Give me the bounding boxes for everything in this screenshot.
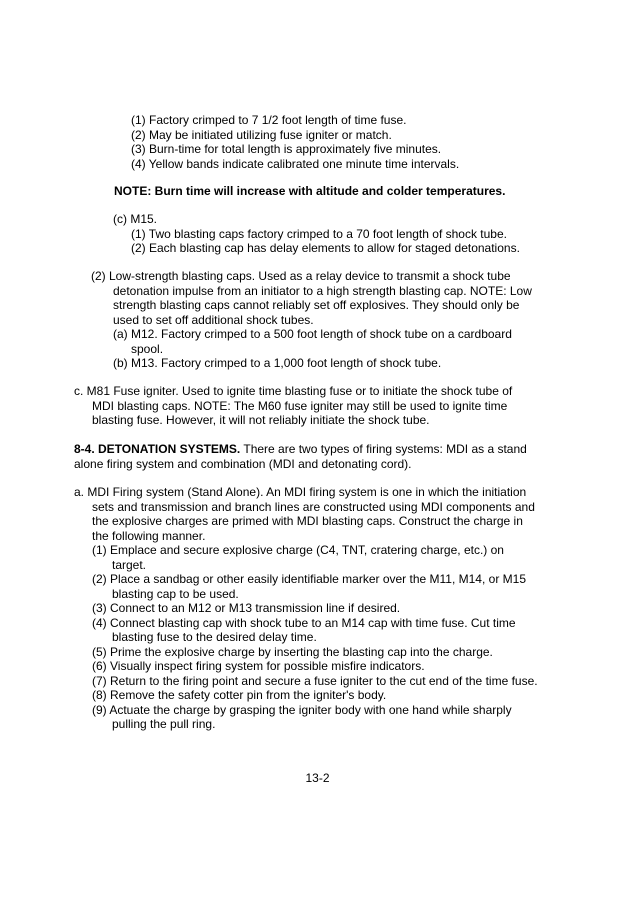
m15-item-2: (2) Each blasting cap has delay elements to allow for staged detonations. xyxy=(131,241,520,255)
mdi-step-4: (4) Connect blasting cap with shock tube to an M14 cap with time fuse. Cut time xyxy=(92,615,516,630)
mdi-step-1: (1) Emplace and secure explosive charge (C4, TNT, cratering charge, etc.) on xyxy=(92,543,504,557)
mdi-intro-line-3: the explosive charges are primed with MDI blasting caps. Construct the charge in xyxy=(92,514,523,528)
mdi-step-9: (9) Actuate the charge by grasping the igniter body with one hand while sharply xyxy=(92,702,512,717)
igniter-line-1: c. M81 Fuse igniter. Used to ignite time blasting fuse or to initiate the shock tube of xyxy=(74,384,513,398)
low-strength-line-3: strength blasting caps cannot reliably set off explosives. They should only be xyxy=(113,298,520,312)
m15-label: (c) M15. xyxy=(113,212,158,226)
fuse-item-4: (4) Yellow bands indicate calibrated one minute time intervals. xyxy=(131,156,460,171)
fuse-item-3: (3) Burn-time for total length is approximately five minutes. xyxy=(131,142,442,156)
mdi-step-3: (3) Connect to an M12 or M13 transmission line if desired. xyxy=(92,601,401,615)
m15-item-1: (1) Two blasting caps factory crimped to a 70 foot length of shock tube. xyxy=(131,226,507,241)
m12-line-1: (a) M12. Factory crimped to a 500 foot length of shock tube on a cardboard xyxy=(113,327,512,341)
mdi-step-7: (7) Return to the firing point and secure a fuse igniter to the cut end of the time fuse. xyxy=(92,673,538,688)
mdi-intro-line-1: a. MDI Firing system (Stand Alone). An MDI firing system is one in which the initiation xyxy=(74,485,527,499)
mdi-step-5: (5) Prime the explosive charge by inserting the blasting cap into the charge. xyxy=(92,644,493,659)
section-line-2: alone firing system and combination (MDI and detonating cord). xyxy=(74,456,412,471)
mdi-step-2-cont: blasting cap to be used. xyxy=(112,586,239,601)
mdi-intro-line-2: sets and transmission and branch lines are constructed using MDI components and xyxy=(92,499,535,514)
mdi-step-8: (8) Remove the safety cotter pin from the igniter's body. xyxy=(92,688,387,702)
section-text-1: There are two types of firing systems: MDI as a stand xyxy=(240,442,527,456)
low-strength-line-2: detonation impulse from an initiator to a high strength blasting cap. NOTE: Low xyxy=(113,283,532,298)
m13-line: (b) M13. Factory crimped to a 1,000 foot length of shock tube. xyxy=(113,356,442,370)
igniter-line-3: blasting fuse. However, it will not reliably initiate the shock tube. xyxy=(92,413,430,427)
mdi-intro-line-4: the following manner. xyxy=(92,528,206,543)
m12-line-2: spool. xyxy=(131,341,164,356)
mdi-step-1-cont: target. xyxy=(112,557,147,572)
low-strength-line-4: used to set off additional shock tubes. xyxy=(113,312,314,327)
mdi-step-9-cont: pulling the pull ring. xyxy=(112,717,216,731)
low-strength-line-1: (2) Low-strength blasting caps. Used as a relay device to transmit a shock tube xyxy=(91,269,511,283)
fuse-item-1: (1) Factory crimped to 7 1/2 foot length of time fuse. xyxy=(131,113,407,127)
burn-time-note: NOTE: Burn time will increase with altitude and colder temperatures. xyxy=(114,184,506,198)
page-number: 13-2 xyxy=(305,771,330,785)
igniter-line-2: MDI blasting caps. NOTE: The M60 fuse igniter may still be used to ignite time xyxy=(92,398,508,413)
mdi-step-2: (2) Place a sandbag or other easily identifiable marker over the M11, M14, or M15 xyxy=(92,572,526,586)
fuse-item-2: (2) May be initiated utilizing fuse igniter or match. xyxy=(131,127,392,142)
section-heading: 8-4. DETONATION SYSTEMS. xyxy=(74,442,241,456)
mdi-step-6: (6) Visually inspect firing system for possible misfire indicators. xyxy=(92,659,425,673)
section-line-1 xyxy=(74,442,527,457)
mdi-step-4-cont: blasting fuse to the desired delay time. xyxy=(112,630,317,644)
